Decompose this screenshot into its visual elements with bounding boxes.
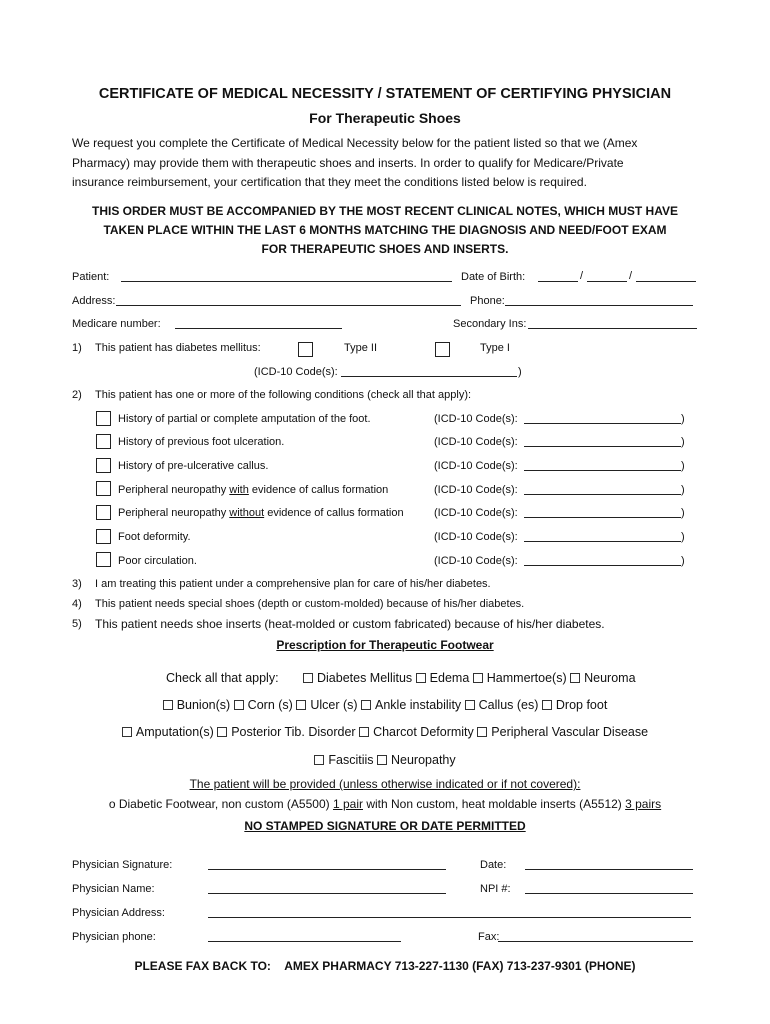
rx-option: Drop foot (555, 698, 608, 712)
provision-heading: The patient will be provided (unless otherwise indicated or if not covered): (189, 777, 581, 791)
paren-close: ) (681, 413, 685, 425)
physician-signature-field[interactable] (208, 859, 446, 870)
item-number: 1) (72, 342, 82, 354)
rx-checkbox[interactable] (473, 673, 483, 683)
intro-paragraph (72, 134, 712, 193)
intro-line: insurance reimbursement, your certification that they meet the conditions listed below is required. (72, 175, 587, 189)
phone-label: Phone: (470, 295, 505, 307)
condition-icd-field[interactable] (524, 413, 681, 424)
prescription-row-4 (0, 753, 770, 767)
rx-option: Fascitiis (328, 753, 374, 767)
patient-field[interactable] (121, 271, 452, 282)
rx-option: Corn (s) (247, 698, 293, 712)
type2-checkbox[interactable] (298, 342, 313, 357)
rx-option: Posterior Tib. Disorder (231, 725, 356, 739)
medicare-field[interactable] (175, 318, 342, 329)
condition-checkbox[interactable] (96, 458, 111, 473)
dob-month-field[interactable] (538, 271, 578, 282)
phone-field[interactable] (505, 295, 693, 306)
rx-option: Ulcer (s) (310, 698, 358, 712)
notice-line: FOR THERAPEUTIC SHOES AND INSERTS. (261, 242, 509, 256)
provision-line: o Diabetic Footwear, non custom (A5500) 1 pair with Non custom, heat moldable inserts (A5512) 3 pairs (108, 797, 662, 811)
treatment-plan-statement: I am treating this patient under a comprehensive plan for care of his/her diabetes. (95, 578, 491, 590)
condition-label: Peripheral neuropathy with evidence of callus formation (118, 484, 389, 496)
fax-label: Fax: (478, 931, 500, 943)
condition-icd-label: (ICD-10 Code(s): (434, 484, 518, 496)
rx-checkbox[interactable] (361, 700, 371, 710)
physician-signature-label: Physician Signature: (72, 859, 173, 871)
rx-checkbox[interactable] (416, 673, 426, 683)
diabetes-statement: This patient has diabetes mellitus: (95, 342, 261, 354)
diabetes-icd-label: (ICD-10 Code(s): (254, 366, 338, 378)
rx-checkbox[interactable] (570, 673, 580, 683)
rx-option: Bunion(s) (176, 698, 231, 712)
rx-checkbox[interactable] (122, 727, 132, 737)
diabetes-icd-field[interactable] (341, 366, 517, 377)
type1-label: Type I (480, 342, 510, 354)
condition-icd-label: (ICD-10 Code(s): (434, 555, 518, 567)
item-number: 4) (72, 598, 82, 610)
rx-checkbox[interactable] (477, 727, 487, 737)
rx-checkbox[interactable] (163, 700, 173, 710)
physician-name-field[interactable] (208, 883, 446, 894)
condition-checkbox[interactable] (96, 411, 111, 426)
notice-line: TAKEN PLACE WITHIN THE LAST 6 MONTHS MATCHING THE DIAGNOSIS AND NEED/FOOT EXAM (103, 223, 667, 237)
dob-day-field[interactable] (587, 271, 627, 282)
notice-line: THIS ORDER MUST BE ACCOMPANIED BY THE MOST RECENT CLINICAL NOTES, WHICH MUST HAVE (91, 204, 678, 218)
rx-checkbox[interactable] (377, 755, 387, 765)
special-shoes-statement: This patient needs special shoes (depth or custom-molded) because of his/her diabetes. (95, 598, 525, 610)
intro-line: Pharmacy) may provide them with therapeutic shoes and inserts. In order to qualify for Medicare/Private (72, 155, 624, 170)
medicare-label: Medicare number: (72, 318, 161, 330)
rx-option: Charcot Deformity (373, 725, 474, 739)
rx-checkbox[interactable] (314, 755, 324, 765)
condition-label: Poor circulation. (118, 555, 197, 567)
fax-back-label: PLEASE FAX BACK TO: (134, 959, 271, 973)
dob-separator: / (629, 270, 633, 282)
date-label: Date: (480, 859, 507, 871)
rx-option: Callus (es) (478, 698, 539, 712)
condition-icd-label: (ICD-10 Code(s): (434, 436, 518, 448)
condition-icd-label: (ICD-10 Code(s): (434, 460, 518, 472)
date-field[interactable] (525, 859, 693, 870)
dob-year-field[interactable] (636, 271, 696, 282)
condition-icd-field[interactable] (524, 484, 681, 495)
dob-label: Date of Birth: (461, 271, 526, 283)
clinical-notes-notice (0, 202, 770, 259)
condition-checkbox[interactable] (96, 434, 111, 449)
paren-close: ) (518, 366, 522, 378)
paren-close: ) (681, 460, 685, 472)
condition-label: History of pre-ulcerative callus. (118, 460, 269, 472)
paren-close: ) (681, 436, 685, 448)
rx-checkbox[interactable] (234, 700, 244, 710)
condition-icd-field[interactable] (524, 436, 681, 447)
patient-label: Patient: (72, 271, 110, 283)
shoe-inserts-statement: This patient needs shoe inserts (heat-molded or custom fabricated) because of his/her diabetes. (95, 617, 605, 631)
intro-line: We request you complete the Certificate of Medical Necessity below for the patient listed so that we (Amex (72, 136, 638, 150)
condition-checkbox[interactable] (96, 529, 111, 544)
physician-address-field[interactable] (208, 907, 691, 918)
rx-checkbox[interactable] (217, 727, 227, 737)
condition-label: Foot deformity. (118, 531, 191, 543)
prescription-row-2 (0, 698, 770, 712)
condition-icd-field[interactable] (524, 507, 681, 518)
paren-close: ) (681, 507, 685, 519)
type1-checkbox[interactable] (435, 342, 450, 357)
item-number: 5) (72, 618, 82, 630)
form-title: CERTIFICATE OF MEDICAL NECESSITY / STATEMENT OF CERTIFYING PHYSICIAN (98, 86, 672, 102)
rx-option: Diabetes Mellitus (317, 671, 413, 685)
physician-address-label: Physician Address: (72, 907, 165, 919)
rx-option: Hammertoe(s) (486, 671, 567, 685)
rx-option: Amputation(s) (135, 725, 214, 739)
rx-option: Neuroma (584, 671, 636, 685)
rx-checkbox[interactable] (542, 700, 552, 710)
rx-checkbox[interactable] (296, 700, 306, 710)
address-field[interactable] (116, 295, 461, 306)
check-all-label: Check all that apply: (166, 671, 279, 685)
secondary-ins-label: Secondary Ins: (453, 318, 527, 330)
condition-icd-field[interactable] (524, 460, 681, 471)
condition-icd-field[interactable] (524, 531, 681, 542)
npi-label: NPI #: (480, 883, 511, 895)
item-number: 3) (72, 578, 82, 590)
prescription-row-3 (0, 725, 770, 739)
conditions-statement: This patient has one or more of the following conditions (check all that apply): (95, 389, 472, 401)
condition-label: History of previous foot ulceration. (118, 436, 285, 448)
no-stamp-notice: NO STAMPED SIGNATURE OR DATE PERMITTED (244, 819, 526, 833)
condition-checkbox[interactable] (96, 481, 111, 496)
secondary-ins-field[interactable] (528, 318, 697, 329)
paren-close: ) (681, 531, 685, 543)
npi-field[interactable] (525, 883, 693, 894)
item-number: 2) (72, 389, 82, 401)
paren-close: ) (681, 484, 685, 496)
condition-icd-field[interactable] (524, 555, 681, 566)
address-label: Address: (72, 295, 116, 307)
physician-phone-field[interactable] (208, 931, 401, 942)
dob-separator: / (580, 270, 584, 282)
rx-checkbox[interactable] (359, 727, 369, 737)
condition-icd-label: (ICD-10 Code(s): (434, 413, 518, 425)
rx-option: Edema (429, 671, 470, 685)
prescription-row-1 (303, 671, 636, 685)
condition-label: History of partial or complete amputation of the foot. (118, 413, 371, 425)
condition-checkbox[interactable] (96, 505, 111, 520)
condition-icd-label: (ICD-10 Code(s): (434, 507, 518, 519)
condition-checkbox[interactable] (96, 552, 111, 567)
form-subtitle: For Therapeutic Shoes (309, 110, 461, 126)
rx-option: Neuropathy (391, 753, 456, 767)
physician-name-label: Physician Name: (72, 883, 155, 895)
rx-option: Ankle instability (375, 698, 462, 712)
rx-checkbox[interactable] (303, 673, 313, 683)
fax-back-footer (0, 959, 770, 973)
type2-label: Type II (344, 342, 378, 354)
rx-option: Peripheral Vascular Disease (491, 725, 649, 739)
paren-close: ) (681, 555, 685, 567)
pharmacy-contact: AMEX PHARMACY 713-227-1130 (FAX) 713-237-9301 (PHONE) (284, 959, 636, 973)
physician-phone-label: Physician phone: (72, 931, 156, 943)
rx-checkbox[interactable] (465, 700, 475, 710)
condition-icd-label: (ICD-10 Code(s): (434, 531, 518, 543)
condition-label: Peripheral neuropathy without evidence of callus formation (118, 507, 404, 519)
fax-field[interactable] (498, 931, 693, 942)
prescription-title: Prescription for Therapeutic Footwear (276, 638, 494, 652)
